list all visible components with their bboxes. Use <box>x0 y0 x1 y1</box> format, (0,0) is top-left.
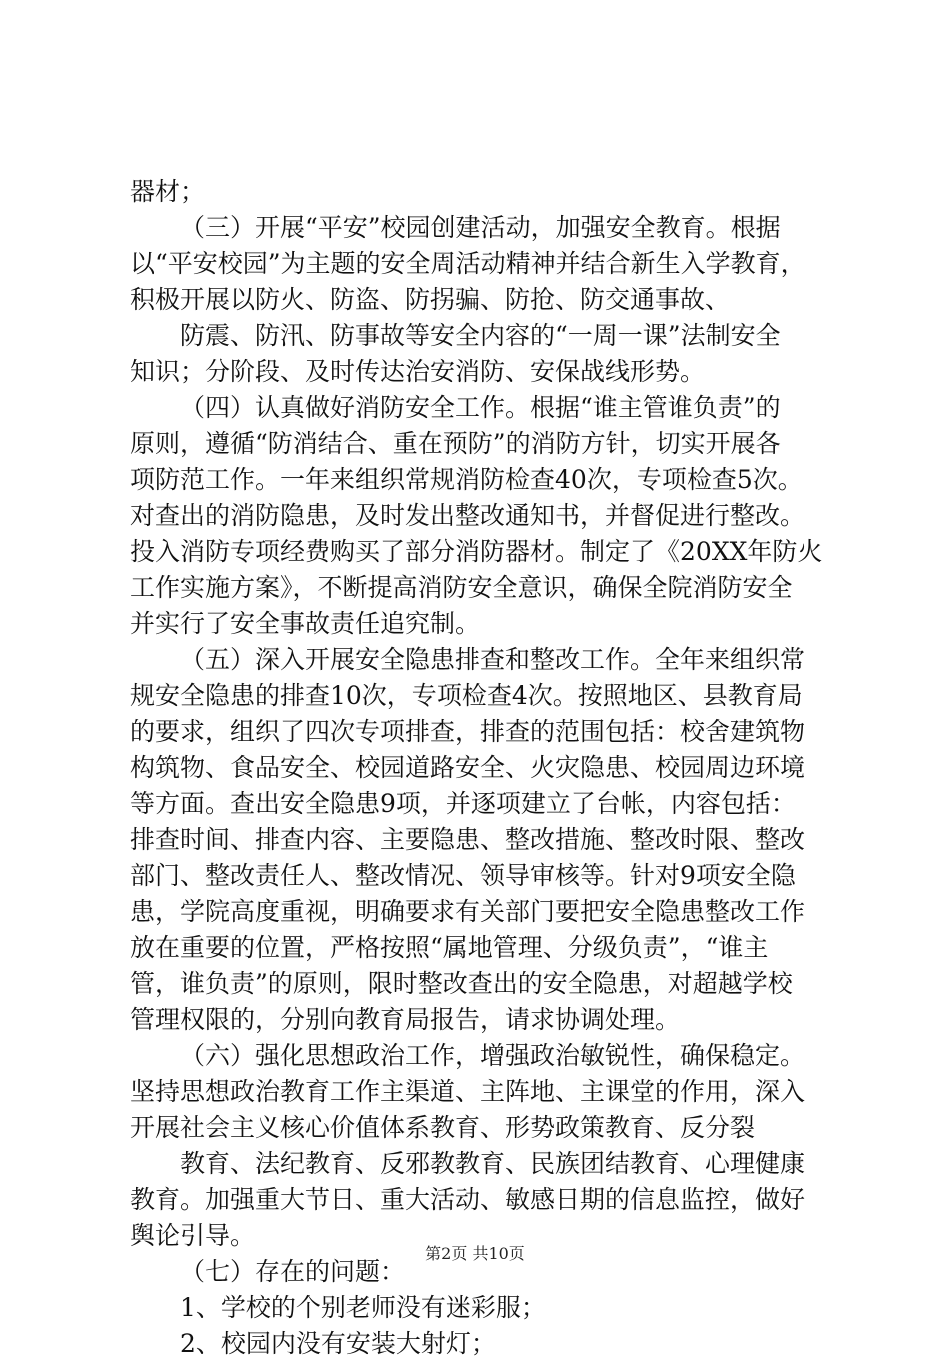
text-line: 以“平安校园”为主题的安全周活动精神并结合新生入学教育， <box>130 249 806 278</box>
page-footer: 第2页 共10页 <box>425 1244 525 1263</box>
text-line: 排查时间、排查内容、主要隐患、整改措施、整改时限、整改 <box>130 825 806 854</box>
text-line: （五）深入开展安全隐患排查和整改工作。全年来组织常 <box>180 645 806 674</box>
text-line: 积极开展以防火、防盗、防拐骗、防抢、防交通事故、 <box>130 285 731 314</box>
text-line: （三）开展“平安”校园创建活动，加强安全教育。根据 <box>180 213 781 242</box>
text-line: 教育、法纪教育、反邪教教育、民族团结教育、心理健康 <box>180 1149 806 1178</box>
text-line: 的要求，组织了四次专项排查，排查的范围包括：校舍建筑物 <box>130 717 806 746</box>
text-line: 原则，遵循“防消结合、重在预防”的消防方针，切实开展各 <box>130 429 781 458</box>
text-line: 器材； <box>130 177 206 206</box>
text-line: 并实行了安全事故责任追究制。 <box>130 609 481 638</box>
text-line: 投入消防专项经费购买了部分消防器材。制定了《20XX年防火 <box>130 537 823 566</box>
text-line: 2、校园内没有安装大射灯； <box>180 1329 496 1358</box>
text-line: 构筑物、食品安全、校园道路安全、火灾隐患、校园周边环境 <box>130 753 806 782</box>
text-line: 对查出的消防隐患，及时发出整改通知书，并督促进行整改。 <box>130 501 806 530</box>
text-line: 防震、防汛、防事故等安全内容的“一周一课”法制安全 <box>180 321 781 350</box>
text-line: 放在重要的位置，严格按照“属地管理、分级负责”，“谁主 <box>130 933 769 962</box>
text-line: 项防范工作。一年来组织常规消防检查40次，专项检查5次。 <box>130 465 803 494</box>
text-line: 开展社会主义核心价值体系教育、形势政策教育、反分裂 <box>130 1113 756 1142</box>
text-line: 等方面。查出安全隐患9项，并逐项建立了台帐，内容包括： <box>130 789 796 818</box>
text-line: 知识；分阶段、及时传达治安消防、安保战线形势。 <box>130 357 706 386</box>
document-body <box>130 174 830 1362</box>
text-line: 部门、整改责任人、整改情况、领导审核等。针对9项安全隐 <box>130 861 796 890</box>
text-line: 患，学院高度重视，明确要求有关部门要把安全隐患整改工作 <box>130 897 806 926</box>
text-line: 坚持思想政治教育工作主渠道、主阵地、主课堂的作用，深入 <box>130 1077 806 1106</box>
text-line: （六）强化思想政治工作，增强政治敏锐性，确保稳定。 <box>180 1041 806 1070</box>
text-line: （七）存在的问题： <box>180 1257 406 1286</box>
text-line: 舆论引导。 <box>130 1221 256 1250</box>
text-line: 管，谁负责”的原则，限时整改查出的安全隐患，对超越学校 <box>130 969 793 998</box>
text-line: 1、学校的个别老师没有迷彩服； <box>180 1293 546 1322</box>
text-line: 教育。加强重大节日、重大活动、敏感日期的信息监控，做好 <box>130 1185 806 1214</box>
text-line: 管理权限的，分别向教育局报告，请求协调处理。 <box>130 1005 681 1034</box>
text-line: （四）认真做好消防安全工作。根据“谁主管谁负责”的 <box>180 393 781 422</box>
text-line: 工作实施方案》，不断提高消防安全意识，确保全院消防安全 <box>130 573 793 602</box>
text-line: 规安全隐患的排查10次，专项检查4次。按照地区、县教育局 <box>130 681 803 710</box>
